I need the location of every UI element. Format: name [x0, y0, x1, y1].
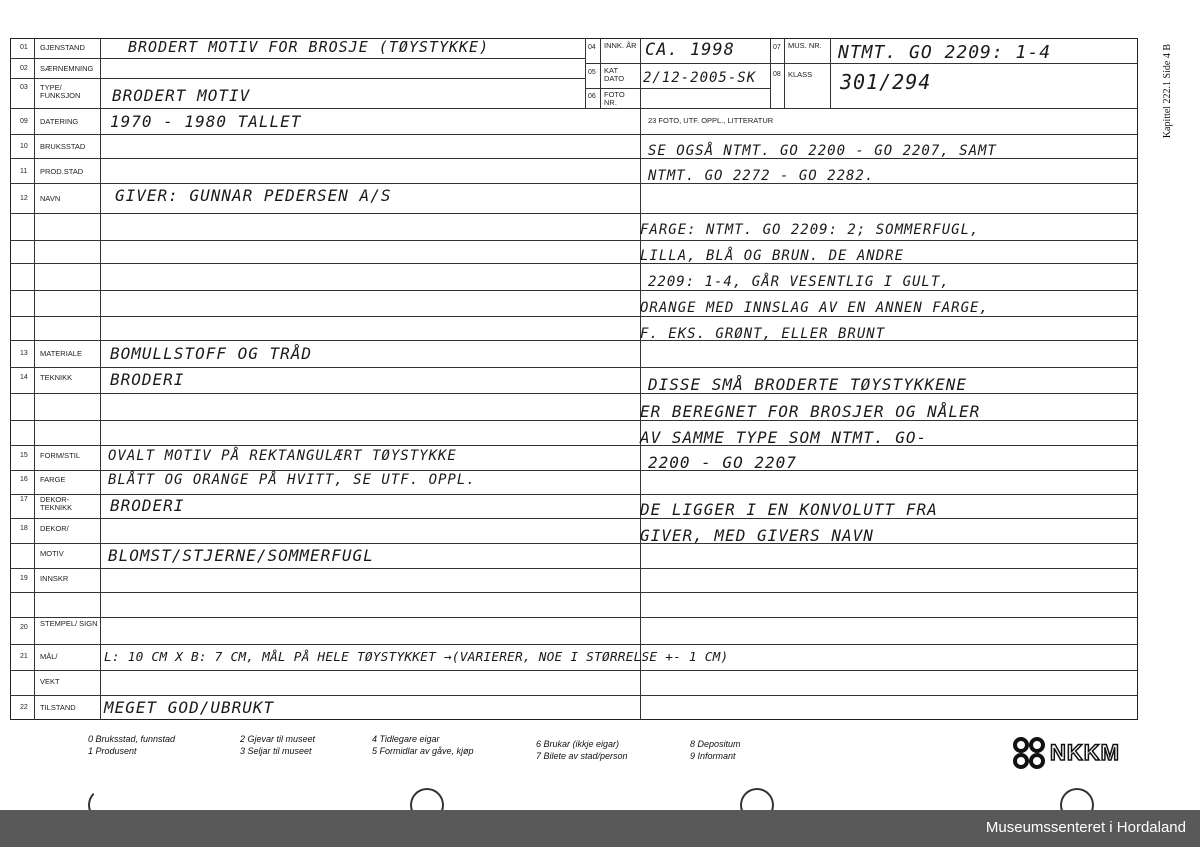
- field-number: 16: [20, 476, 28, 483]
- value-materiale: BOMULLSTOFF OG TRÅD: [110, 344, 313, 363]
- label-foto-utf-oppl: 23 FOTO, UTF. OPPL., LITTERATUR: [648, 116, 774, 125]
- legend-column-5: [690, 738, 741, 762]
- field-number: 12: [20, 195, 28, 202]
- label-stempel-sign: STEMPEL/ SIGN: [40, 619, 98, 628]
- label-dekor: DEKOR/: [40, 524, 69, 533]
- legend-item: 5 Formidlar av gåve, kjøp: [372, 746, 474, 756]
- field-number: 08: [773, 71, 781, 78]
- value-tilstand: MEGET GOD/UBRUKT: [104, 698, 275, 717]
- legend-item: 4 Tidlegare eigar: [372, 734, 440, 744]
- field-number: 15: [20, 452, 28, 459]
- field-number: 11: [20, 168, 28, 175]
- label-datering: DATERING: [40, 117, 79, 126]
- label-vekt: VEKT: [40, 677, 60, 686]
- field-number: 20: [20, 624, 28, 631]
- value-farge: BLÅTT OG ORANGE PÅ HVITT, SE UTF. OPPL.: [108, 472, 476, 488]
- value-datering: 1970 - 1980 TALLET: [110, 112, 302, 131]
- legend-item: 0 Bruksstad, funnstad: [88, 734, 176, 744]
- label-tilstand: TILSTAND: [40, 703, 76, 712]
- note-line: ORANGE MED INNSLAG AV EN ANNEN FARGE,: [640, 300, 989, 316]
- label-navn: NAVN: [40, 194, 61, 203]
- label-materiale: MATERIALE: [40, 349, 82, 358]
- label-motiv: MOTIV: [40, 549, 64, 558]
- note-line: FARGE: NTMT. GO 2209: 2; SOMMERFUGL,: [640, 222, 980, 238]
- legend-column-2: [240, 733, 315, 757]
- legend-column-3: [372, 733, 474, 757]
- field-number: 06: [588, 93, 596, 100]
- field-number: 14: [20, 374, 28, 381]
- value-mus-nr: NTMT. GO 2209: 1-4: [838, 42, 1052, 63]
- note-line: 2209: 1-4, GÅR VESENTLIG I GULT,: [648, 274, 950, 290]
- label-form-stil: FORM/STIL: [40, 451, 81, 460]
- note-line: DE LIGGER I EN KONVOLUTT FRA: [640, 500, 938, 519]
- field-number: 10: [20, 143, 28, 150]
- field-number: 21: [20, 653, 28, 660]
- label-klass: KLASS: [788, 70, 813, 79]
- legend-item: 8 Depositum: [690, 739, 741, 749]
- label-foto-nr: FOTO NR.: [604, 90, 625, 107]
- legend-item: 6 Brukar (ikkje eigar): [536, 739, 620, 749]
- legend-column-1: [88, 733, 175, 757]
- label-saernemning: SÆRNEMNING: [40, 64, 94, 73]
- note-line: 2200 - GO 2207: [648, 453, 797, 472]
- label-innskr: INNSKR: [40, 574, 69, 583]
- label-dekor-teknikk: DEKOR-TEKNIKK: [40, 495, 73, 512]
- field-number: 04: [588, 44, 596, 51]
- field-number: 09: [20, 118, 28, 125]
- label-farge: FARGE: [40, 475, 66, 484]
- field-number: 07: [773, 44, 781, 51]
- label-innk-aar: INNK. ÅR: [604, 41, 637, 50]
- label-bruksstad: BRUKSSTAD: [40, 142, 86, 151]
- value-teknikk: BRODERI: [110, 370, 185, 389]
- value-klass: 301/294: [840, 70, 932, 94]
- legend-column-4: [536, 738, 628, 762]
- footer-credit: Museumssenteret i Hordaland: [985, 819, 1186, 836]
- chapter-side-label: Kapittel 222.1 Side 4 B: [1162, 44, 1173, 139]
- nkkm-logo: [1012, 736, 1142, 775]
- value-dekor-teknikk: BRODERI: [110, 496, 185, 515]
- value-gjenstand: BRODERT MOTIV FOR BROSJE (TØYSTYKKE): [128, 38, 490, 56]
- field-number: 22: [20, 704, 28, 711]
- label-type-funksjon: TYPE/ FUNKSJON: [40, 83, 81, 100]
- footer-bar: [0, 810, 1200, 847]
- field-number: 03: [20, 84, 28, 91]
- note-line: NTMT. GO 2272 - GO 2282.: [648, 168, 875, 184]
- note-line: DISSE SMÅ BRODERTE TØYSTYKKENE: [648, 375, 967, 394]
- value-kat-dato: 2/12-2005-SK: [643, 70, 757, 86]
- field-number: 02: [20, 65, 28, 72]
- field-number: 13: [20, 350, 28, 357]
- label-maal: MÅL/: [40, 652, 58, 661]
- note-line: AV SAMME TYPE SOM NTMT. GO-: [640, 428, 928, 447]
- legend-item: 2 Gjevar til museet: [240, 734, 316, 744]
- logo-text: NKKM: [1050, 740, 1120, 765]
- legend-item: 3 Seljar til museet: [240, 746, 312, 756]
- label-teknikk: TEKNIKK: [40, 373, 73, 382]
- field-number: 17: [20, 496, 28, 503]
- field-number: 18: [20, 525, 28, 532]
- value-form-stil: OVALT MOTIV PÅ REKTANGULÆRT TØYSTYKKE: [108, 448, 457, 464]
- note-line: F. EKS. GRØNT, ELLER BRUNT: [640, 326, 886, 342]
- legend-item: 7 Bilete av stad/person: [536, 751, 628, 761]
- field-number: 19: [20, 575, 28, 582]
- field-number: 05: [588, 69, 596, 76]
- field-number: 01: [20, 44, 28, 51]
- note-line: LILLA, BLÅ OG BRUN. DE ANDRE: [640, 248, 905, 264]
- value-type-funksjon: BRODERT MOTIV: [112, 86, 251, 105]
- note-line: SE OGSÅ NTMT. GO 2200 - GO 2207, SAMT: [648, 143, 997, 159]
- legend-item: 1 Produsent: [88, 746, 137, 756]
- value-navn: GIVER: GUNNAR PEDERSEN A/S: [115, 186, 392, 205]
- value-motiv: BLOMST/STJERNE/SOMMERFUGL: [108, 546, 374, 565]
- label-gjenstand: GJENSTAND: [40, 43, 85, 52]
- value-maal: L: 10 CM X B: 7 CM, MÅL PÅ HELE TØYSTYKKET →(VARIERER, NOE I STØRRELSE +- 1 CM): [104, 650, 729, 665]
- label-prodstad: PROD.STAD: [40, 167, 84, 176]
- legend-item: 9 Informant: [690, 751, 736, 761]
- label-kat-dato: KAT DATO: [604, 66, 625, 83]
- note-line: GIVER, MED GIVERS NAVN: [640, 526, 874, 545]
- value-innk-aar: CA. 1998: [645, 40, 735, 60]
- note-line: ER BEREGNET FOR BROSJER OG NÅLER: [640, 402, 981, 421]
- label-mus-nr: MUS. NR.: [788, 41, 822, 50]
